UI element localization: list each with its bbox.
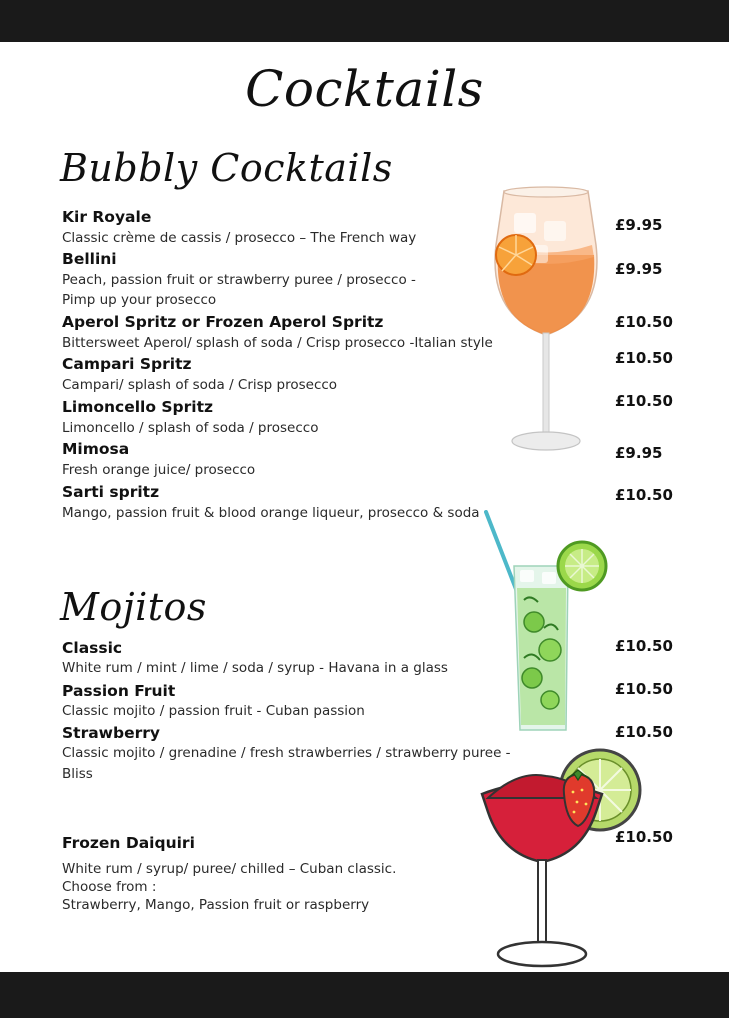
item-desc-campari-spritz: Campari/ splash of soda / Crisp prosecco [62, 377, 338, 393]
item-name-classic-mojito: Classic [62, 639, 123, 657]
price-strawberry-mojito: £10.50 [615, 723, 673, 741]
item-desc-kir-royale: Classic crème de cassis / prosecco – The French way [62, 230, 417, 246]
section-heading-bubbly: Bubbly Cocktails [60, 146, 393, 190]
item-desc-limoncello-spritz: Limoncello / splash of soda / prosecco [62, 420, 319, 436]
item-desc-frozen-daiquiri-line1: White rum / syrup/ puree/ chilled – Cuban classic. [62, 861, 397, 877]
price-frozen-daiquiri: £10.50 [615, 828, 673, 846]
price-passion-fruit-mojito: £10.50 [615, 680, 673, 698]
item-name-campari-spritz: Campari Spritz [62, 355, 192, 373]
price-aperol-spritz: £10.50 [615, 313, 673, 331]
price-sarti-spritz: £10.50 [615, 486, 673, 504]
page-title: Cocktails [245, 60, 484, 118]
item-desc-mimosa: Fresh orange juice/ prosecco [62, 462, 256, 478]
item-desc-aperol-spritz: Bittersweet Aperol/ splash of soda / Crisp prosecco -Italian style [62, 335, 493, 351]
item-name-frozen-daiquiri: Frozen Daiquiri [62, 834, 195, 852]
price-limoncello-spritz: £10.50 [615, 392, 673, 410]
item-name-kir-royale: Kir Royale [62, 208, 152, 226]
item-desc-strawberry-mojito-line1: Classic mojito / grenadine / fresh strawberries / strawberry puree - [62, 745, 511, 761]
item-desc-bellini-line2: Pimp up your prosecco [62, 292, 217, 308]
item-name-aperol-spritz: Aperol Spritz or Frozen Aperol Spritz [62, 313, 384, 331]
item-desc-bellini-line1: Peach, passion fruit or strawberry puree / prosecco - [62, 272, 416, 288]
item-desc-passion-fruit-mojito: Classic mojito / passion fruit - Cuban passion [62, 703, 365, 719]
section-heading-mojitos: Mojitos [60, 585, 207, 629]
strawberry-daiquiri-glass-illustration [478, 742, 644, 970]
item-desc-frozen-daiquiri-line2: Choose from : [62, 879, 157, 895]
mojito-glass-illustration [484, 510, 610, 736]
price-mimosa: £9.95 [615, 444, 663, 462]
item-desc-strawberry-mojito-line2: Bliss [62, 766, 93, 782]
item-name-bellini: Bellini [62, 250, 117, 268]
price-kir-royale: £9.95 [615, 216, 663, 234]
bottom-black-bar [0, 972, 729, 1018]
price-campari-spritz: £10.50 [615, 349, 673, 367]
item-name-limoncello-spritz: Limoncello Spritz [62, 398, 214, 416]
price-bellini: £9.95 [615, 260, 663, 278]
price-classic-mojito: £10.50 [615, 637, 673, 655]
item-desc-frozen-daiquiri-line3: Strawberry, Mango, Passion fruit or raspberry [62, 897, 370, 913]
item-desc-classic-mojito: White rum / mint / lime / soda / syrup - Havana in a glass [62, 660, 448, 676]
item-name-strawberry-mojito: Strawberry [62, 724, 160, 742]
aperol-spritz-glass-illustration [488, 185, 604, 455]
item-name-sarti-spritz: Sarti spritz [62, 483, 160, 501]
item-name-mimosa: Mimosa [62, 440, 130, 458]
item-name-passion-fruit-mojito: Passion Fruit [62, 682, 176, 700]
item-desc-sarti-spritz: Mango, passion fruit & blood orange liqueur, prosecco & soda [62, 505, 480, 521]
top-black-bar [0, 0, 729, 42]
